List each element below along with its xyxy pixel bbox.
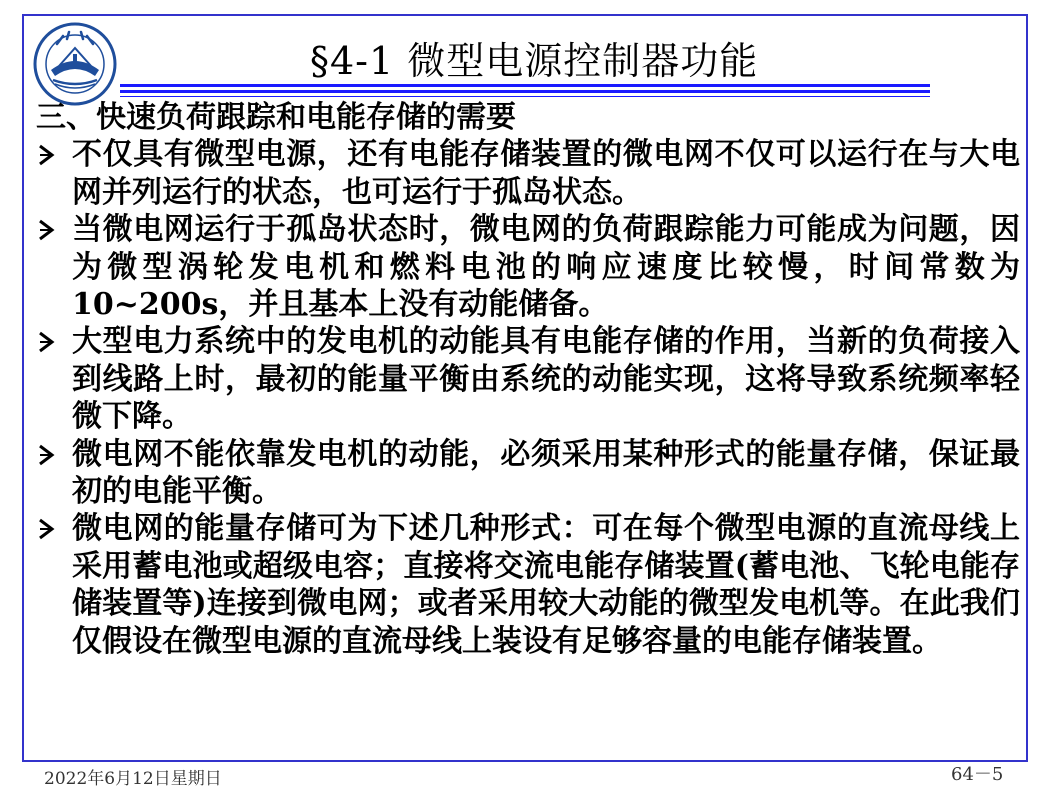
- university-seal-icon: [33, 22, 117, 106]
- bullet-item: [36, 323, 1020, 435]
- bullet-item: [36, 211, 1020, 323]
- arrow-bullet-icon: [36, 136, 66, 173]
- bullet-item: [36, 436, 1020, 511]
- bullet-item: [36, 136, 1020, 211]
- footer-date: 2022年6月12日星期日: [44, 769, 222, 789]
- arrow-bullet-icon: [36, 211, 66, 248]
- bullet-item: [36, 510, 1020, 660]
- title-rule: [120, 84, 930, 87]
- section-heading: 三、快速负荷跟踪和电能存储的需要: [36, 100, 516, 135]
- bullet-text: 不仅具有微型电源，还有电能存储装置的微电网不仅可以运行在与大电网并列运行的状态，也可运行于孤岛状态。: [72, 137, 1020, 210]
- page-number: 64－5: [951, 764, 1004, 785]
- bullet-text: 微电网的能量存储可为下述几种形式：可在每个微型电源的直流母线上采用蓄电池或超级电容；直接将交流电能存储装置(蓄电池、飞轮电能存储装置等)连接到微电网；或者采用较大动能的微型发电机等。在此我们仅假设在微型电源的直流母线上装设有足够容量的电能存储装置。: [72, 511, 1020, 659]
- arrow-bullet-icon: [36, 436, 66, 473]
- slide-title: §4-1 微型电源控制器功能: [310, 39, 759, 83]
- title-rule: [120, 96, 930, 97]
- arrow-bullet-icon: [36, 510, 66, 547]
- bullet-text: 当微电网运行于孤岛状态时，微电网的负荷跟踪能力可能成为问题，因为微型涡轮发电机和燃料电池的响应速度比较慢，时间常数为10~200s，并且基本上没有动能储备。: [72, 212, 1020, 323]
- bullet-text: 大型电力系统中的发电机的动能具有电能存储的作用，当新的负荷接入到线路上时，最初的能量平衡由系统的动能实现，这将导致系统频率轻微下降。: [72, 324, 1020, 435]
- slide-body: [36, 99, 1020, 660]
- title-rule: [120, 90, 930, 93]
- arrow-bullet-icon: [36, 323, 66, 360]
- bullet-text: 微电网不能依靠发电机的动能，必须采用某种形式的能量存储，保证最初的电能平衡。: [72, 436, 1020, 510]
